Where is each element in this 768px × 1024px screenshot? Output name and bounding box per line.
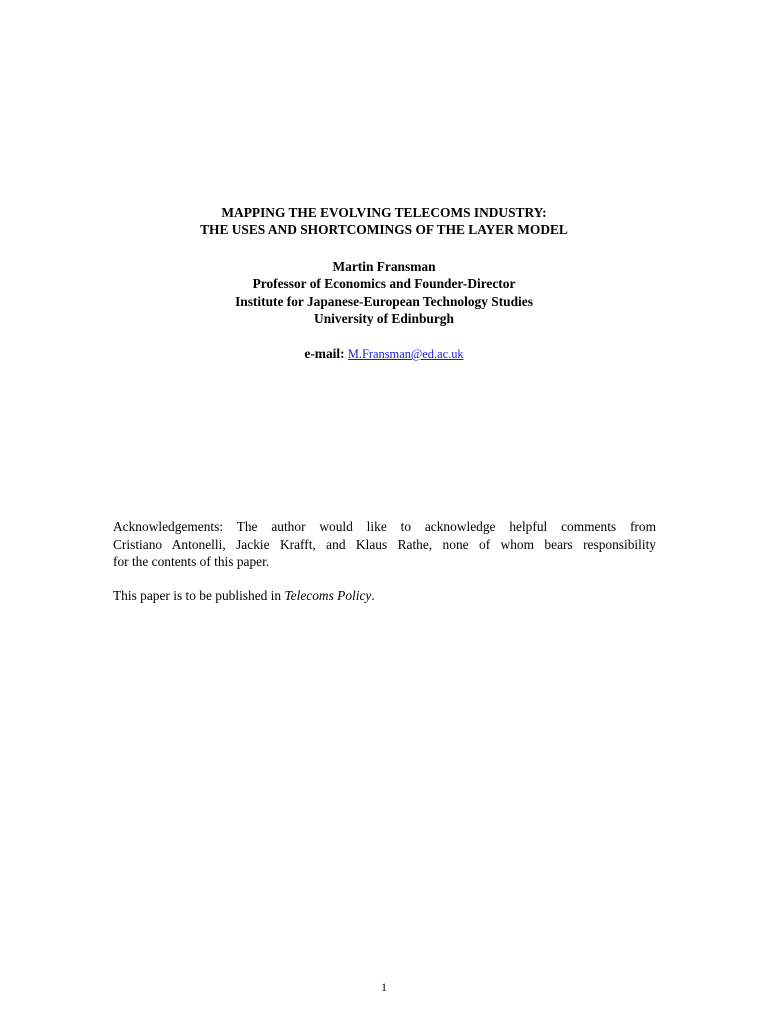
title-line-1: MAPPING THE EVOLVING TELECOMS INDUSTRY: xyxy=(221,205,547,220)
email-label: e-mail: xyxy=(304,346,345,361)
paper-title xyxy=(0,204,768,238)
journal-name: Telecoms Policy xyxy=(284,588,372,603)
author-university: University of Edinburgh xyxy=(314,310,454,326)
acknowledgements-line-2: Cristiano Antonelli, Jackie Krafft, and Klaus Rathe, none of whom bears responsibility xyxy=(113,536,656,552)
page-number: 1 xyxy=(381,982,387,994)
publication-suffix: . xyxy=(371,588,375,603)
author-institute: Institute for Japanese-European Technology Studies xyxy=(235,293,533,309)
email-link[interactable]: M.Fransman@ed.ac.uk xyxy=(347,347,464,361)
author-block xyxy=(0,258,768,327)
acknowledgements-paragraph xyxy=(113,518,656,571)
email-line xyxy=(0,345,768,363)
publication-note xyxy=(113,587,656,604)
title-line-2: THE USES AND SHORTCOMINGS OF THE LAYER MODEL xyxy=(200,222,568,237)
acknowledgements-line-1: Acknowledgements: The author would like to acknowledge helpful comments from xyxy=(113,519,656,534)
publication-prefix: This paper is to be published in xyxy=(113,588,285,603)
acknowledgements-line-3: for the contents of this paper. xyxy=(113,554,270,570)
author-position: Professor of Economics and Founder-Director xyxy=(252,276,516,292)
author-name: Martin Fransman xyxy=(332,259,436,274)
